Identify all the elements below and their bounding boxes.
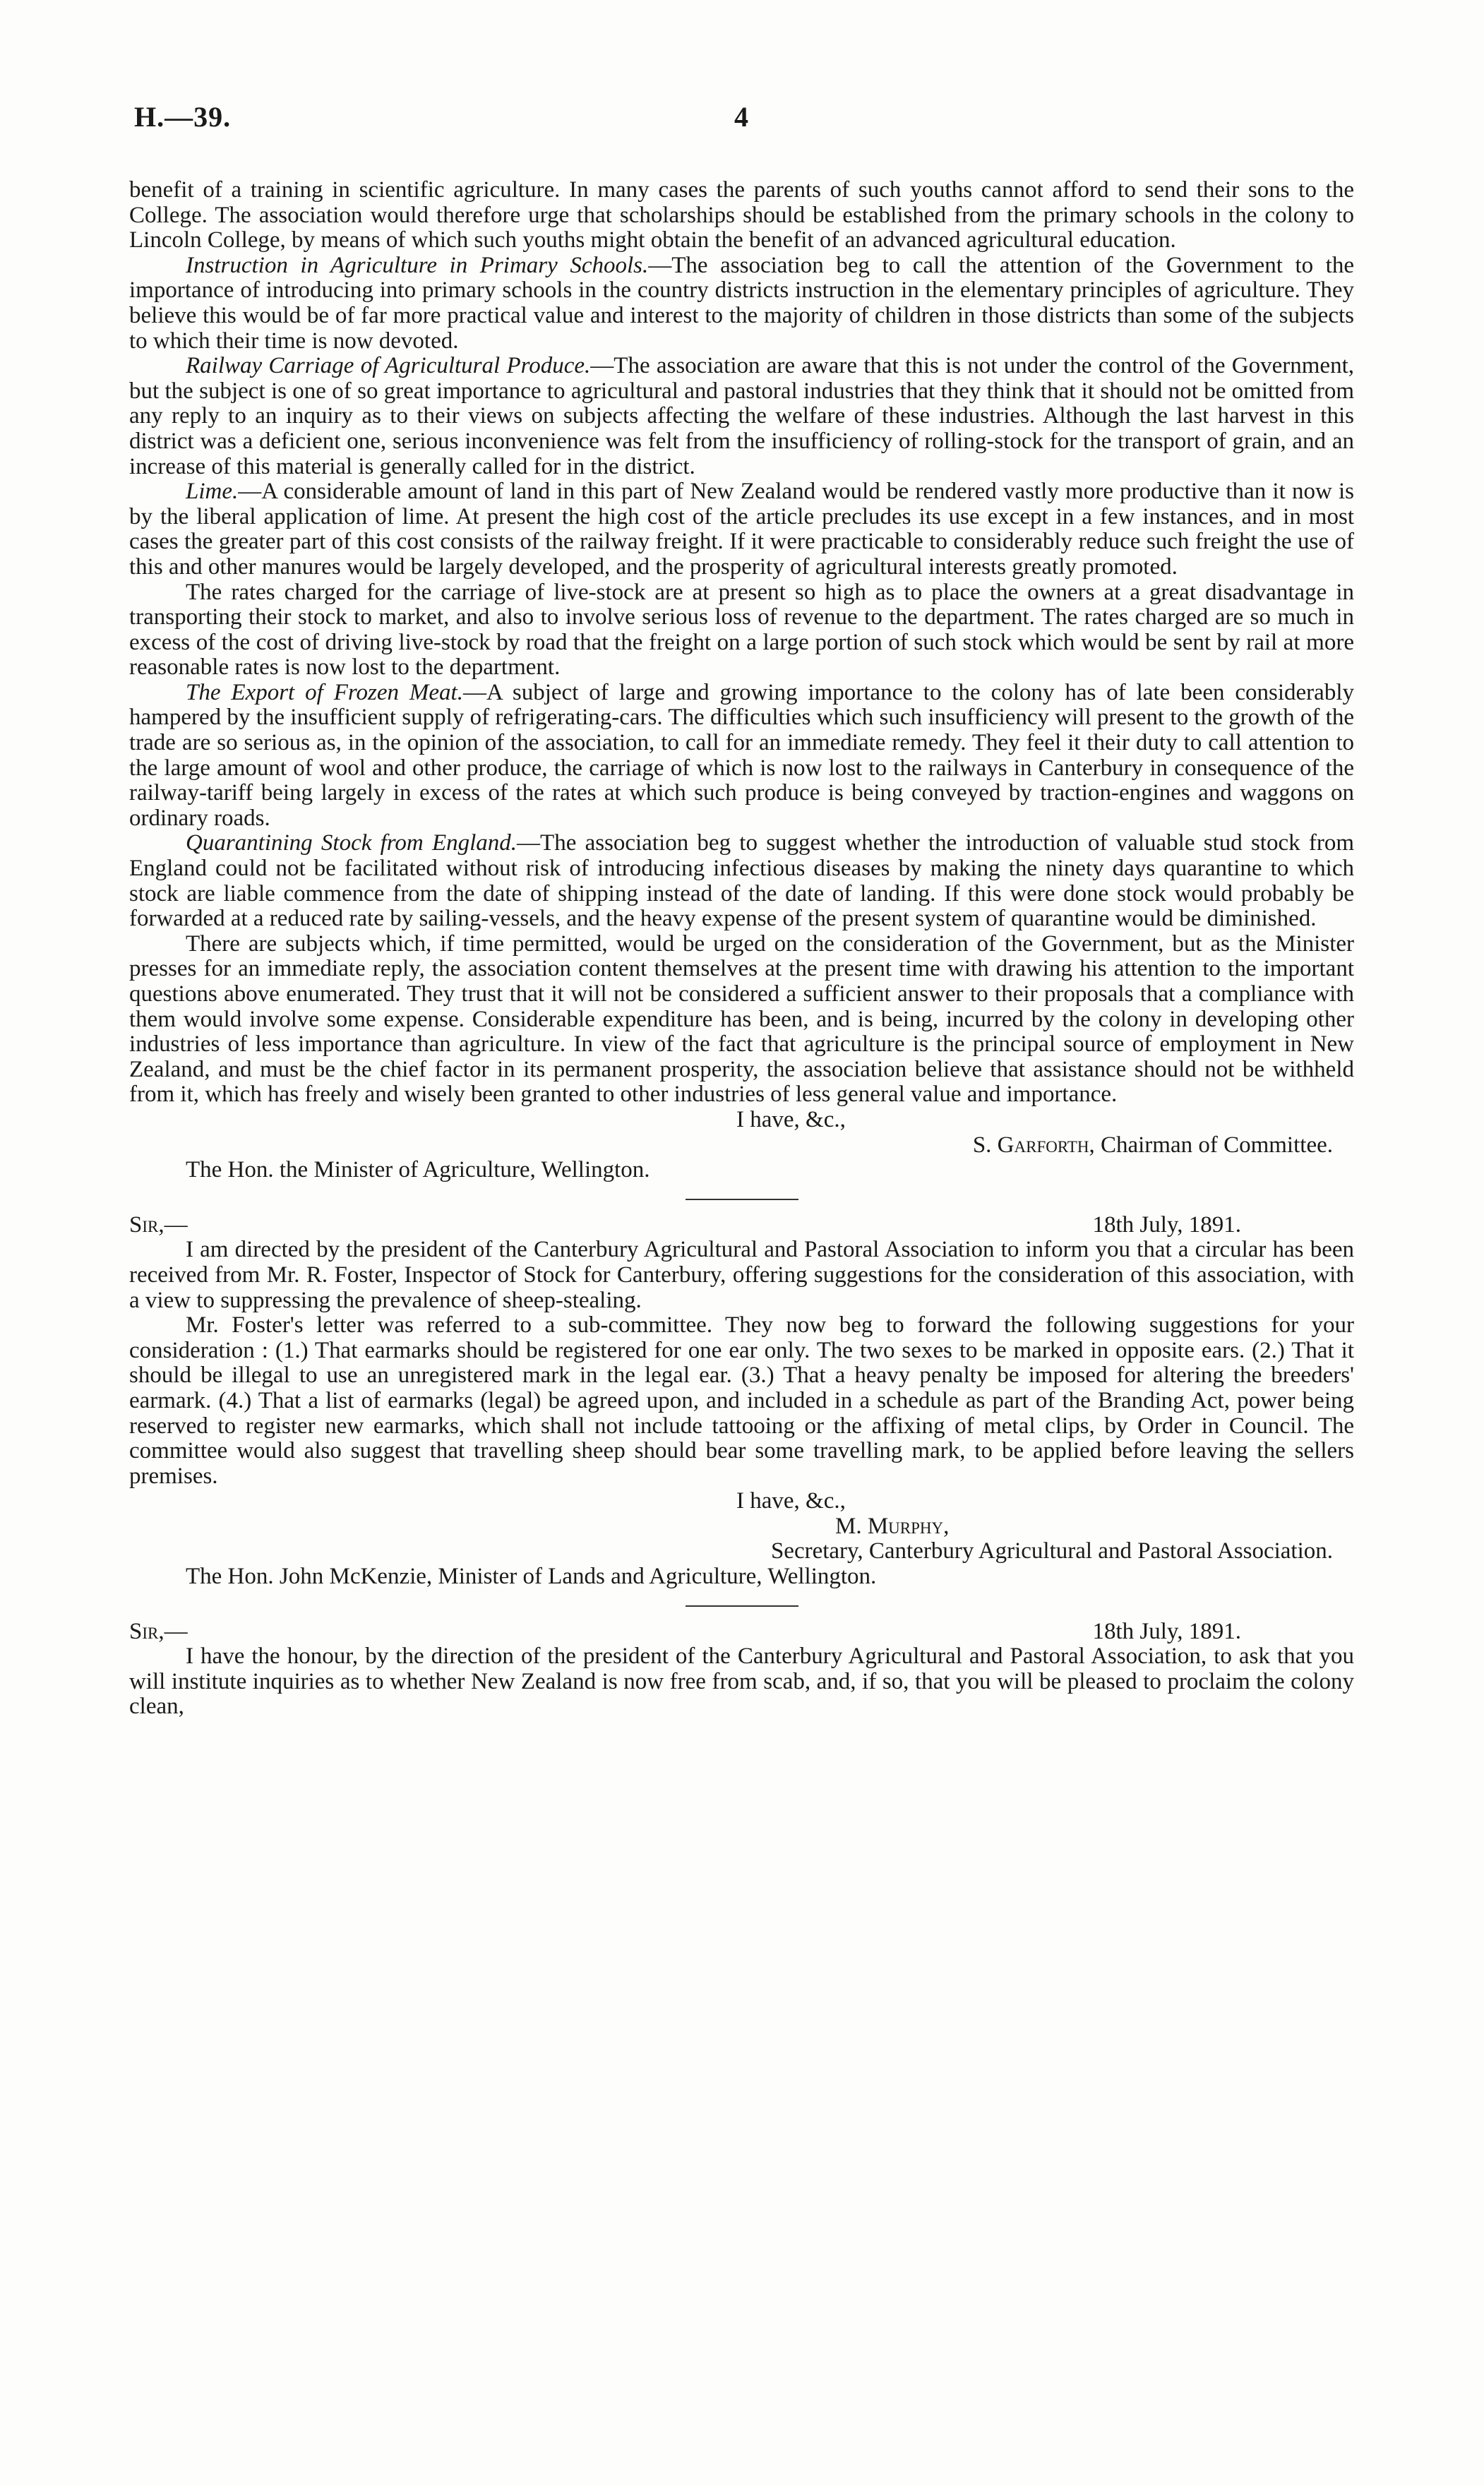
section-heading: Railway Carriage of Agricultural Produce. (186, 353, 591, 379)
letter3-paragraph-scab: I have the honour, by the direction of the president of the Canterbury Agricultural and Pastoral Association, to ask that you will institute inquiries as to whether New Zealand is now free from scab, and, if so, that you will be pleased to proclaim the colony clean, (129, 1643, 1354, 1720)
letter1-addressee: The Hon. the Minister of Agriculture, Wellington. (186, 1157, 650, 1183)
document-body (129, 178, 1354, 1720)
section-heading: Instruction in Agriculture in Primary Schools. (186, 252, 649, 278)
signatory-name: S. Garforth, (972, 1132, 1095, 1158)
page-number: 4 (734, 101, 748, 133)
section-divider (686, 1605, 798, 1607)
paragraph-text: —A considerable amount of land in this part of New Zealand would be rendered vastly more productive than it now is by the liberal application of lime. At present the high cost of the article precludes its use except in a few instances, and in most cases the greater part of this cost consists of the railway freight. If it were practicable to considerably reduce such freight the use of this and other manures would be largely developed, and the prosperity of agricultural interests greatly promoted. (129, 479, 1354, 580)
signatory-title: Chairman of Committee. (1094, 1132, 1333, 1158)
paragraph-railway-carriage (129, 354, 1354, 479)
section-heading: The Export of Frozen Meat. (186, 679, 463, 705)
section-heading: Quarantining Stock from England. (186, 830, 517, 856)
letter2-salutation: Sir,— (129, 1211, 188, 1238)
letter2-dateline (129, 1213, 1354, 1238)
signatory-name: M. Murphy, (835, 1513, 950, 1539)
section-heading: Lime. (186, 479, 239, 505)
paragraph-primary-schools (129, 253, 1354, 354)
letter2-date: 18th July, 1891. (1092, 1211, 1241, 1238)
paragraph-lime (129, 479, 1354, 580)
letter2-closing: I have, &c., (736, 1488, 846, 1514)
letter3-date: 18th July, 1891. (1092, 1618, 1241, 1644)
paragraph-text: —A subject of large and growing importance to the colony has of late been considerably hampered by the insufficient supply of refrigerating-cars. The difficulties which such insufficiency will present to the growth of the trade are so serious as, in the opinion of the association, to call for an immediate remedy. They feel it their duty to call attention to the large amount of wool and other produce, the carriage of which is now lost to the railways in Canterbury in consequence of the railway-tariff being largely in excess of the rates at which such produce is being conveyed by traction-engines and waggons on ordinary roads. (129, 679, 1354, 831)
letter2-paragraph-suggestions: Mr. Foster's letter was referred to a sub-committee. They now beg to forward the following suggestions for your consideration : (1.) That earmarks should be registered for one ear only. The two sexes to be marked in opposite ears. (2.) That it should be illegal to use an unregistered mark in the legal ear. (3.) That a heavy penalty be imposed for altering the breeders' earmark. (4.) That a list of earmarks (legal) be agreed upon, and included in a schedule as part of the Branding Act, power being reserved to register new earmarks, which shall not include tattooing or the affixing of metal clips, by Order in Council. The committee would also suggest that travelling sheep should bear some travelling mark, to be applied before leaving the sellers premises. (129, 1312, 1354, 1489)
paragraph-frozen-meat (129, 681, 1354, 832)
paragraph-text: —The association beg to suggest whether the introduction of valuable stud stock from England could not be facilitated without risk of introducing infectious diseases by making the ninety days quarantine to which stock are liable commence from the date of shipping instead of the date of landing. If this were done stock would probably be forwarded at a reduced rate by sailing-vessels, and the heavy expense of the present system of quarantine would be diminished. (129, 830, 1354, 932)
paragraph-scholarships: benefit of a training in scientific agriculture. In many cases the parents of such youths cannot afford to send their sons to the College. The association would therefore urge that scholarships should be established from the primary schools in the colony to Lincoln College, by means of which such youths might obtain the benefit of an advanced agricultural education. (129, 177, 1354, 253)
paragraph-quarantine (129, 831, 1354, 931)
letter3-dateline (129, 1619, 1354, 1645)
letter1-signature (129, 1133, 1354, 1158)
letter2-addressee: The Hon. John McKenzie, Minister of Lands and Agriculture, Wellington. (186, 1564, 877, 1590)
letter2-signatory-title: Secretary, Canterbury Agricultural and Pastoral Association. (770, 1538, 1333, 1564)
paragraph-other-subjects: There are subjects which, if time permitted, would be urged on the consideration of the Government, but as the Minister presses for an immediate reply, the association content themselves at the present time with drawing his attention to the important questions above enumerated. They trust that it will not be considered a sufficient answer to their proposals that a compliance with them would involve some expense. Considerable expenditure has been, and is being, incurred by the colony in developing other industries of less importance than agriculture. In view of the fact that agriculture is the principal source of employment in New Zealand, and must be the chief factor in its permanent prosperity, the association believe that assistance should not be withheld from it, which has freely and wisely been granted to other industries of less general value and importance. (129, 930, 1354, 1108)
paragraph-text: —The association are aware that this is not under the control of the Government, but the subject is one of so great importance to agricultural and pastoral industries that they think that it should not be omitted from any reply to an inquiry as to their views on subjects affecting the welfare of these industries. Although the last harvest in this district was a deficient one, serious inconvenience was felt from the insufficiency of rolling-stock for the transport of grain, and an increase of this material is generally called for in the district. (129, 353, 1354, 479)
letter3-salutation: Sir,— (129, 1618, 188, 1644)
document-reference: H.—39. (134, 101, 232, 133)
paragraph-text: —The association beg to call the attention of the Government to the importance of introducing into primary schools in the country districts instruction in the elementary principles of agriculture. They believe this would be of far more practical value and interest to the majority of children in those districts than some of the subjects to which their time is now devoted. (129, 252, 1354, 354)
section-divider (686, 1199, 798, 1200)
letter2-signatory-name (129, 1514, 1354, 1540)
letter1-closing: I have, &c., (736, 1106, 846, 1132)
paragraph-live-stock-rates: The rates charged for the carriage of live-stock are at present so high as to place the owners at a great disadvantage in transporting their stock to market, and also to involve serious loss of revenue to the department. The rates charged are so much in excess of the cost of driving live-stock by road that the freight on a large portion of such stock which would be sent by rail at more reasonable rates is now lost to the department. (129, 579, 1354, 681)
letter2-paragraph-circular: I am directed by the president of the Canterbury Agricultural and Pastoral Association to inform you that a circular has been received from Mr. R. Foster, Inspector of Stock for Canterbury, offering suggestions for the consideration of this association, with a view to suppressing the prevalence of sheep-stealing. (129, 1237, 1354, 1313)
